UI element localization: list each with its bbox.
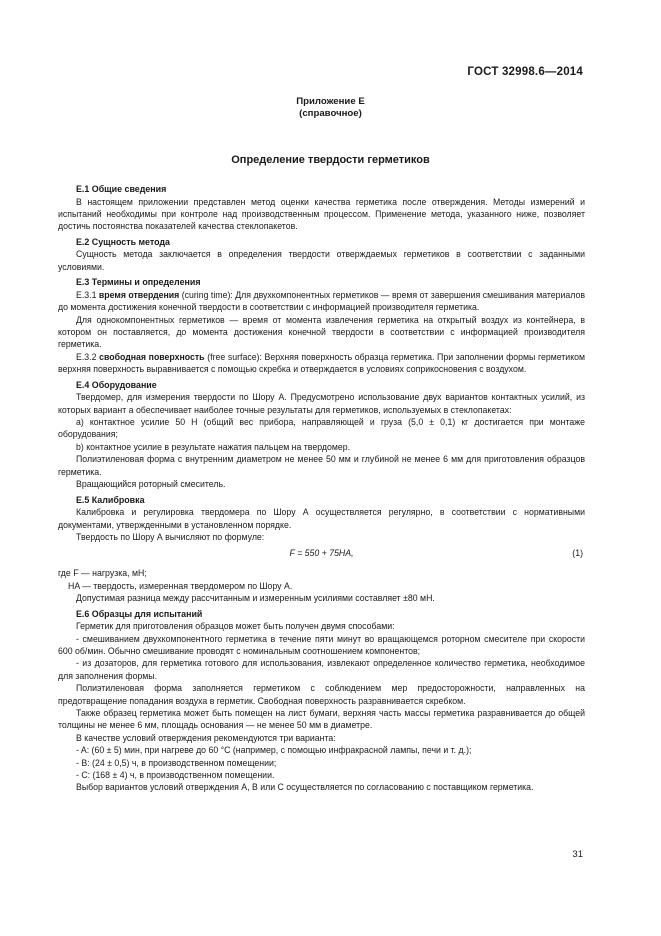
formula: F = 550 + 75HA, [289,548,354,559]
list-item: - смешиванием двухкомпонентного герметика в течение пяти минут во вращающемся роторном смесителе при скорости 600 об/мин. Обычно смешивание проводят с номинальным соотношением компонентов; [58,633,585,656]
section-heading-e5: Е.5 Калибровка [76,494,145,505]
section-heading-e4: Е.4 Оборудование [76,379,157,390]
list-item: - C: (168 ± 4) ч, в производственном помещении. [76,770,275,780]
term-text: (curing time): Для двухкомпонентных герметиков — время от завершения смешивания материалов до момента достижения конечной твердости в соответствии с информацией производителя герметика. [58,289,585,313]
paragraph: В качестве условий отверждения рекомендуются три варианта: [76,732,336,743]
paragraph: Герметик для приготовления образцов может быть получен двумя способами: [76,621,395,632]
section-heading-e3: Е.3 Термины и определения [76,277,201,288]
main-title: Определение твердости герметиков [231,154,430,166]
document-code: ГОСТ 32998.6—2014 [467,66,583,78]
list-item: - из дозаторов, для герметика готового для использования, извлекают определенное количество герметика, необходимое для заполнения формы. [58,658,585,681]
list-item: b) контактное усилие в результате нажатия пальцем на твердомер. [76,441,351,452]
list-item: - A: (60 ± 5) мин, при нагреве до 60 °С (например, с помощью инфракрасной лампы, печи и т. д.); [76,745,472,756]
paragraph: Для однокомпонентных герметиков — время от момента извлечения герметика на открытый воздух из контейнера, в котором он поставляется, до момента достижения конечной твердости в соответствии с информацией производителя герметика. [58,314,585,350]
section-heading-e6: Е.6 Образцы для испытаний [76,608,203,619]
paragraph: Твердость по Шору А вычисляют по формуле: [76,531,265,542]
paragraph: Сущность метода заключается в определения твердости отверждаемых герметиков в соответствии с заданными условиями. [58,249,585,272]
page-number: 31 [572,849,583,860]
section-heading-e2: Е.2 Сущность метода [76,236,170,247]
paragraph: Калибровка и регулировка твердомера по Шору А осуществляется регулярно, в соответствии с нормативными документами, утвержденными в установленном порядке. [58,507,585,530]
term-number: Е.3.2 [76,351,100,362]
paragraph: В настоящем приложении представлен метод оценки качества герметика после отверждения. Методы измерений и испытаний необходимы при контроле над производственным процессом. Применение метода, указанного ниже, позволяет достичь постоянства показателей качества стеклопакетов. [58,196,585,232]
paragraph: Вращающийся роторный смеситель. [76,479,226,490]
section-heading-e1: Е.1 Общие сведения [76,184,167,194]
formula-legend: HA — твердость, измеренная твердомером по Шору А. [68,580,293,591]
formula-legend: где F — нагрузка, мН; [58,568,147,579]
formula-row [58,547,585,563]
paragraph: Допустимая разница между рассчитанным и измеренным усилиями составляет ±80 мН. [76,593,435,604]
term: свободная поверхность [99,351,205,362]
formula-number: (1) [572,548,583,559]
term-definition-free-surface [58,351,585,376]
term-number: Е.3.1 [76,289,99,300]
paragraph: Также образец герметика может быть помещен на лист бумаги, верхняя часть массы герметика разравнивается до общей толщины не менее 6 мм, площадь основания — не менее 50 мм в диаметре. [58,707,585,731]
appendix-subtitle: (справочное) [299,108,362,119]
term-text: (free surface): Верхняя поверхность образца герметика. При заполнении формы герметиком верхняя поверхность выравнивается с помощью скребка и отверждается в условиях соприкосновения с воздухом. [58,351,585,375]
document-body [58,180,585,794]
list-item: а) контактное усилие 50 Н (общий вес прибора, направляющей и груза (5,0 ± 0,1) кг достигается при монтаже оборудования; [58,417,585,440]
term: время отвердения [98,289,180,300]
list-item: - B: (24 ± 0,5) ч, в производственном помещении; [76,757,277,768]
paragraph: Полиэтиленовая форма с внутренним диаметром не менее 50 мм и глубиной не менее 6 мм для приготовления образцов герметика. [58,454,585,477]
appendix-title: Приложение Е [296,96,365,107]
paragraph: Полиэтиленовая форма заполняется герметиком с соблюдением мер предосторожности, направленных на предотвращение попадания воздуха в герметик. Свободная поверхность разравнивается скребком. [58,683,585,706]
paragraph: Выбор вариантов условий отверждения А, В или С осуществляется по согласованию с поставщиком герметика. [76,782,534,793]
paragraph: Твердомер, для измерения твердости по Шору А. Предусмотрено использование двух вариантов контактных усилий, из которых вариант а обеспечивает наиболее точные результаты для герметиков, используемых в стеклопакетах: [58,392,585,415]
term-definition-curing-time [58,289,585,314]
